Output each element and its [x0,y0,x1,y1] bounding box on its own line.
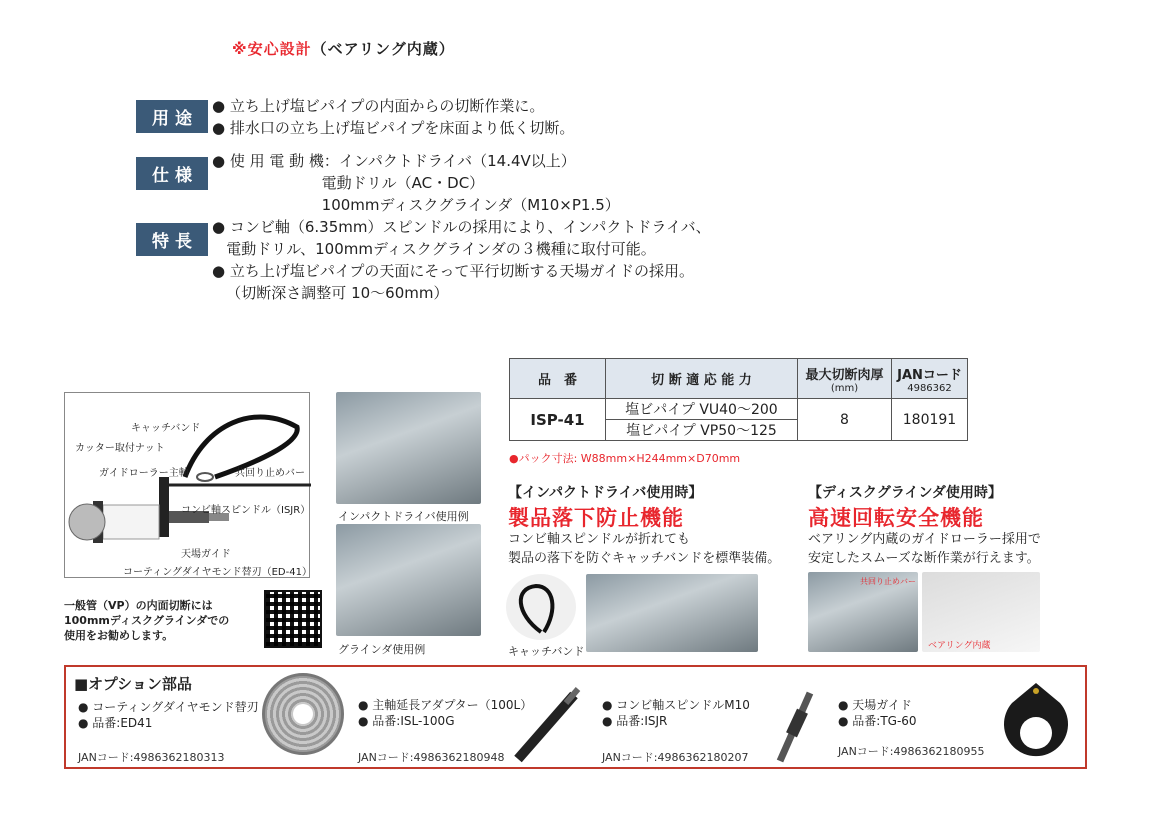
feature-body-grinder: ベアリング内蔵のガイドローラー採用で 安定したスムーズな断作業が行えます。 [808,532,1041,566]
label-blade: コーティングダイヤモンド替刃（ED-41） [123,567,312,578]
label-guide: 天場ガイド [181,549,231,560]
section-text-features: ● コンビ軸（6.35mm）スピンドルの採用により、インパクトドライバ、 電動ドリル、100mmディスクグラインダの３機種に取付可能。 ● 立ち上げ塩ビパイプの天面にそって平行切断する天場ガイドの採用。 （切断深さ調整可 10〜60mm） [212,218,711,302]
option-4-name: ● 天場ガイド [838,698,912,712]
impact-driver-closeup-photo [586,574,758,652]
product-diagram [64,392,310,578]
safety-paren: （ベアリング内蔵） [311,40,455,58]
cell-capacity-1: 塩ビパイプ VU40〜200 [606,399,798,420]
label-catch-band: キャッチバンド [131,423,201,434]
catch-band-icon [506,574,576,640]
th-max-thick-unit: (mm) [830,382,859,394]
feature-title-grinder: 高速回転安全機能 [808,506,984,530]
caption-grinder-use: グラインダ使用例 [338,643,426,656]
caption-catch-band: キャッチバンド [508,645,585,658]
feature-head-grinder: 【ディスクグラインダ使用時】 [808,485,1002,501]
option-3-name: ● コンビ軸スピンドルM10 [602,698,750,712]
option-1-image-hole [293,704,313,724]
section-text-spec: ● 使 用 電 動 機：インパクトドライバ（14.4V以上） 電動ドリル（AC・DC） 100mmディスクグラインダ（M10×P1.5） [212,152,620,214]
caption-stop-bar: 共回り止めバー [860,577,916,586]
pack-size: ●パック寸法: W88mm×H244mm×D70mm [509,452,741,465]
cell-max-thick: 8 [798,399,892,441]
caption-bearing: ベアリング内蔵 [928,641,991,651]
section-label-usage: 用途 [136,100,208,133]
section-label-spec: 仕様 [136,157,208,190]
option-1-part: ● 品番:ED41 [78,716,153,730]
label-cutter-nut: カッター取付ナット [75,443,165,454]
option-3-jan: JANコード:4986362180207 [602,751,749,764]
option-4-image [994,679,1078,765]
option-1-name: ● コーティングダイヤモンド替刃 [78,700,259,714]
grinder-photo [336,524,481,636]
catch-band-photo [506,574,576,640]
label-stop-bar: 共回り止めバー [235,468,305,479]
safety-main: ※安心設計 [232,40,312,58]
th-jan-label: JANコード [897,367,962,383]
option-2-jan: JANコード:4986362180948 [358,751,505,764]
options-title: ■オプション部品 [74,675,192,693]
label-spindle: コンビ軸スピンドル（ISJR） [181,505,311,516]
option-2-part: ● 品番:ISL-100G [358,714,455,728]
th-max-thick [798,359,892,399]
cell-jan: 180191 [892,399,968,441]
option-2-image [506,685,586,765]
options-panel [64,665,1087,769]
section-label-features: 特長 [136,223,208,256]
impact-driver-photo [336,392,481,504]
th-capacity: 切 断 適 応 能 力 [606,359,798,399]
th-max-thick-label: 最大切断肉厚 [805,367,884,383]
th-part-no: 品 番 [510,359,606,399]
feature-head-impact: 【インパクトドライバ使用時】 [508,485,703,501]
label-roller-shaft: ガイドローラー主軸 [99,468,189,479]
feature-title-impact: 製品落下防止機能 [508,506,684,530]
option-2-name: ● 主軸延長アダプター（100L） [358,698,533,712]
option-4-jan: JANコード:4986362180955 [838,745,985,758]
option-4-part: ● 品番:TG-60 [838,714,917,728]
th-jan [892,359,968,399]
spec-table [509,358,968,441]
option-1-image [262,673,344,755]
qr-code[interactable] [264,590,322,648]
option-3-image [766,685,826,765]
cell-capacity-2: 塩ビパイプ VP50〜125 [606,420,798,441]
safety-note [232,38,455,59]
option-1-jan: JANコード:4986362180313 [78,751,225,764]
th-jan-prefix: 4986362 [907,382,952,394]
feature-body-impact: コンビ軸スピンドルが折れても 製品の落下を防ぐキャッチバンドを標準装備。 [508,532,781,566]
caption-impact-use: インパクトドライバ使用例 [338,510,469,523]
option-3-part: ● 品番:ISJR [602,714,668,728]
section-text-usage: ● 立ち上げ塩ビパイプの内面からの切断作業に。 ● 排水口の立ち上げ塩ビパイプを床面より低く切断。 [212,97,575,137]
vp-note: 一般管（VP）の内面切断には 100mmディスクグラインダでの 使用をお勧めします。 [64,599,230,642]
cell-part-no: ISP-41 [510,399,606,441]
